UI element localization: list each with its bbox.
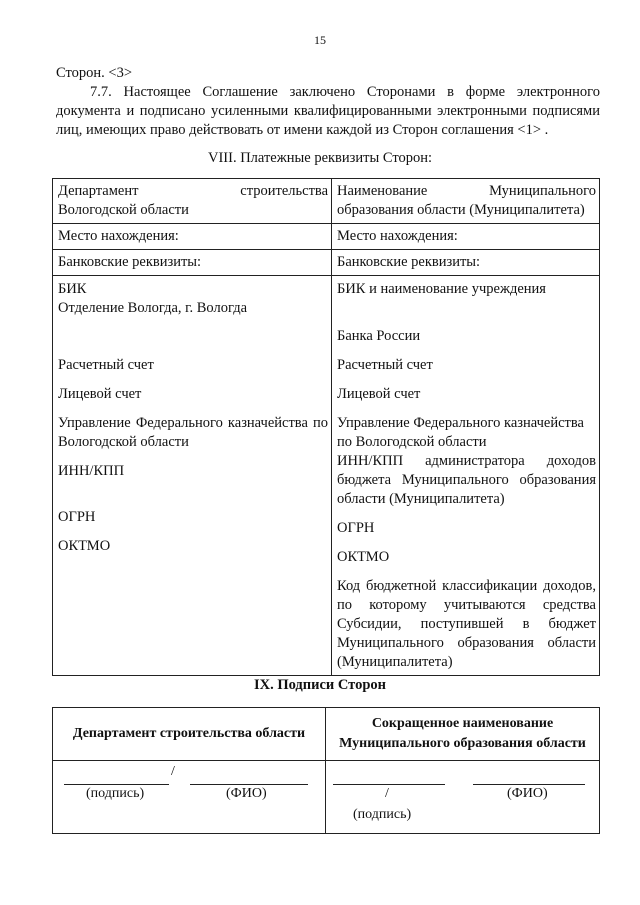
signature-left-header: Департамент строительства области: [53, 708, 326, 761]
right-requisites-body: [332, 276, 600, 676]
right-party-name-line1: Наименование Муниципального: [337, 183, 596, 199]
right-treasury-line2: по Вологодской области: [337, 434, 487, 450]
right-party-header: [332, 179, 600, 224]
right-bank-russia: Банка России: [337, 328, 421, 344]
right-oktmo: ОКТМО: [337, 549, 390, 565]
left-requisites-body: [53, 276, 332, 676]
fio-line: [190, 784, 308, 785]
intro-line: Сторон. <3>: [56, 65, 132, 81]
intro-text: [56, 64, 600, 140]
signature-label: (подпись): [353, 807, 412, 822]
fio-label: (ФИО): [507, 786, 548, 801]
table-row: [53, 276, 600, 676]
fio-label: (ФИО): [226, 786, 267, 801]
section-9-title: IX. Подписи Сторон: [253, 677, 387, 693]
signature-left-cell: [53, 761, 326, 834]
left-oktmo: ОКТМО: [58, 538, 111, 554]
signature-right-cell: [326, 761, 600, 834]
right-treasury-line1: Управление Федерального казначейства: [337, 415, 584, 431]
signature-slash: /: [385, 786, 389, 801]
right-account: Расчетный счет: [337, 357, 433, 373]
left-party-header: [53, 179, 332, 224]
right-kbk: Код бюджетной классификации доходов, по которому учитываются средства Субсидии, поступившей в бюджет Муниципального образования области (Муниципалитета): [337, 578, 596, 670]
payment-requisites-table: [52, 178, 600, 676]
table-row: [53, 179, 600, 224]
signatures-table: [52, 707, 600, 834]
page-number: 15: [314, 33, 326, 47]
signature-right-header: Сокращенное наименование Муниципального образования области: [326, 708, 600, 761]
signature-line: [64, 784, 169, 785]
table-row: [53, 708, 600, 761]
left-party-name-line2: Вологодской области: [58, 202, 189, 218]
clause-7-7: 7.7. Настоящее Соглашение заключено Сторонами в форме электронного документа и подписано усиленными квалифицированными электронными подписями лиц, имеющих право действовать от имени каждой из Сторон соглашения <1> .: [56, 84, 600, 138]
right-inn-kpp: ИНН/КПП администратора доходов бюджета Муниципального образования области (Муниципалитета): [337, 453, 596, 507]
left-bank-branch: Отделение Вологда, г. Вологда: [58, 300, 248, 316]
fio-line: [473, 784, 585, 785]
table-row: [53, 250, 600, 276]
left-party-name-line1: Департамент строительства: [58, 183, 328, 199]
left-inn-kpp: ИНН/КПП: [58, 463, 125, 479]
right-location: Место нахождения:: [332, 224, 600, 250]
right-party-name-line2: образования области (Муниципалитета): [337, 202, 585, 218]
left-treasury: Управление Федерального казначейства по Вологодской области: [58, 415, 328, 450]
table-row: [53, 224, 600, 250]
signature-line: [333, 784, 445, 785]
left-location: Место нахождения:: [53, 224, 332, 250]
section-8-title: VIII. Платежные реквизиты Сторон:: [207, 150, 433, 166]
left-account: Расчетный счет: [58, 357, 154, 373]
left-bank-details: Банковские реквизиты:: [53, 250, 332, 276]
left-personal-account: Лицевой счет: [58, 386, 142, 402]
left-bik: БИК: [58, 281, 87, 297]
right-personal-account: Лицевой счет: [337, 386, 421, 402]
signature-slash: /: [171, 764, 175, 779]
right-bik: БИК и наименование учреждения: [337, 281, 546, 297]
signature-label: (подпись): [86, 786, 145, 801]
right-bank-details: Банковские реквизиты:: [332, 250, 600, 276]
left-ogrn: ОГРН: [58, 509, 96, 525]
right-ogrn: ОГРН: [337, 520, 375, 536]
table-row: [53, 761, 600, 834]
